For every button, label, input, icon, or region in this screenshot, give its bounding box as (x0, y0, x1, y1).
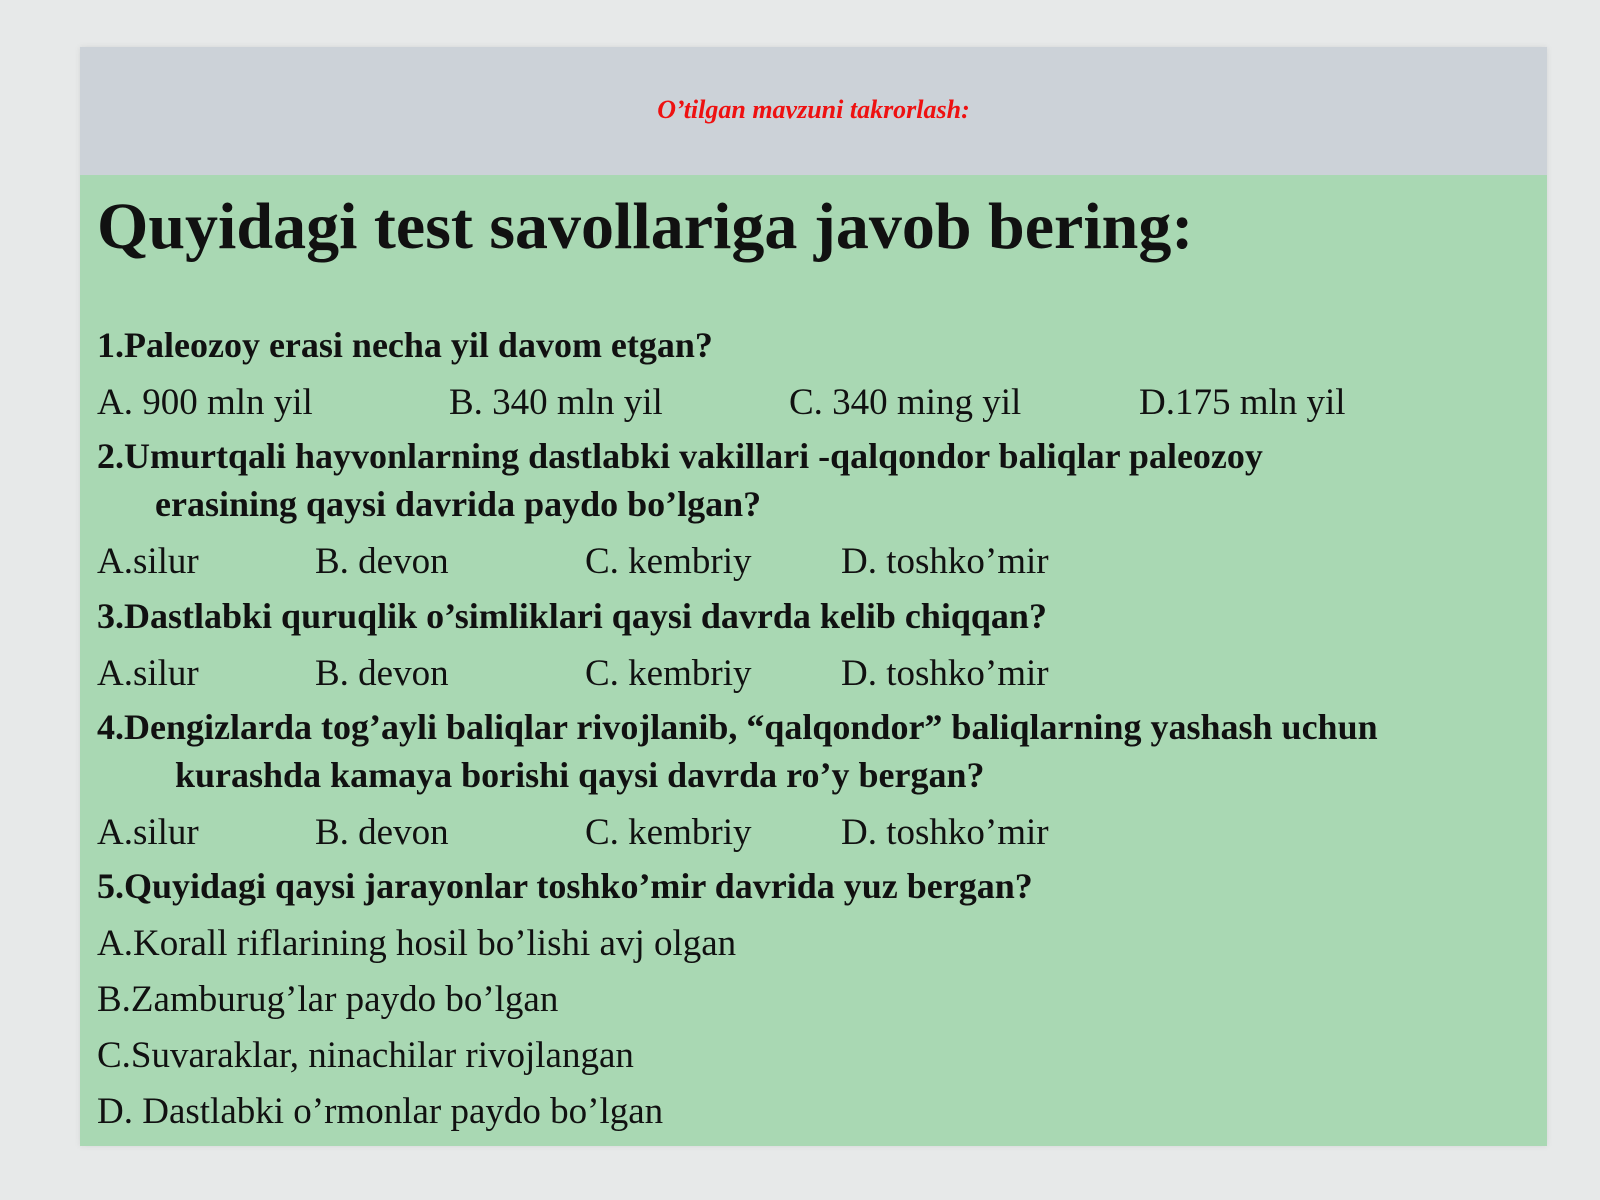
question-4-text: 4.Dengizlarda tog’ayli baliqlar rivojlanib, “qalqondor” baliqlarning yashash uchun (97, 707, 1378, 747)
option-d: D. toshko’mir (841, 812, 1049, 853)
slide-subtitle: O’tilgan mavzuni takrorlash: (657, 95, 970, 124)
option-a: A.silur (97, 812, 199, 853)
option-d: D. toshko’mir (841, 653, 1049, 694)
option-c: C. kembriy (585, 812, 752, 853)
question-3 (97, 592, 1047, 640)
option-b: B. devon (315, 541, 449, 582)
option-c: C. kembriy (585, 653, 752, 694)
question-3-options (97, 651, 1497, 697)
option-a: A. 900 mln yil (97, 382, 313, 423)
option-a: A.silur (97, 653, 199, 694)
option-a: A.Korall riflarining hosil bo’lishi avj olgan (97, 923, 737, 964)
question-5 (97, 862, 1033, 910)
option-d: D.175 mln yil (1139, 382, 1346, 423)
question-5-text: 5.Quyidagi qaysi jarayonlar toshko’mir davrida yuz bergan? (97, 866, 1033, 906)
question-2-options (97, 539, 1497, 585)
option-c: C. kembriy (585, 541, 752, 582)
option-c: C.Suvaraklar, ninachilar rivojlangan (97, 1035, 634, 1076)
option-b: B.Zamburug’lar paydo bo’lgan (97, 979, 559, 1020)
option-d: D. Dastlabki o’rmonlar paydo bo’lgan (97, 1091, 664, 1132)
question-1 (97, 321, 713, 369)
question-2 (97, 432, 1263, 528)
question-2-text-continued: erasining qaysi davrida paydo bo’lgan? (155, 484, 762, 524)
question-2-text: 2.Umurtqali hayvonlarning dastlabki vakillari -qalqondor baliqlar paleozoy (97, 436, 1263, 476)
question-1-options (97, 380, 1497, 426)
question-1-text: 1.Paleozoy erasi necha yil davom etgan? (97, 325, 713, 365)
slide (80, 47, 1547, 1146)
option-b: B. 340 mln yil (449, 382, 663, 423)
option-c: C. 340 ming yil (789, 382, 1022, 423)
question-4-options (97, 810, 1497, 856)
question-3-text: 3.Dastlabki quruqlik o’simliklari qaysi davrda kelib chiqqan? (97, 596, 1047, 636)
question-4-text-continued: kurashda kamaya borishi qaysi davrda ro’y bergan? (175, 755, 985, 795)
option-b: B. devon (315, 653, 449, 694)
option-d: D. toshko’mir (841, 541, 1049, 582)
slide-header (80, 47, 1547, 175)
option-a: A.silur (97, 541, 199, 582)
slide-title: Quyidagi test savollariga javob bering: (97, 190, 1194, 263)
option-b: B. devon (315, 812, 449, 853)
question-4 (97, 703, 1378, 799)
